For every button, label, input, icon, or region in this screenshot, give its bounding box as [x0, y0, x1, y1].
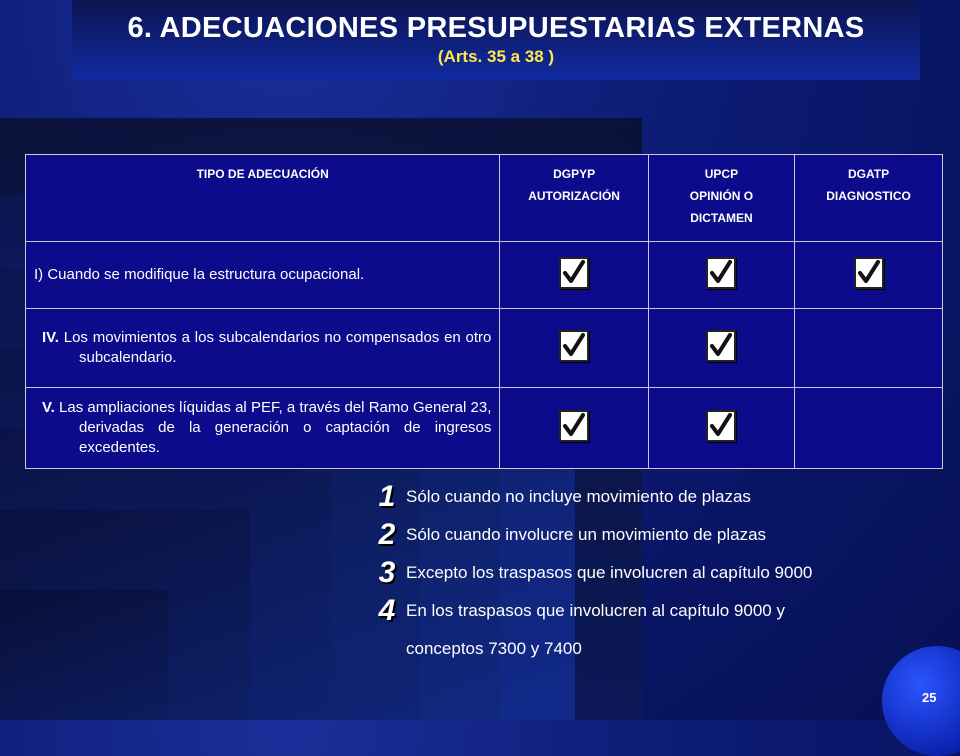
- footnote-text: En los traspasos que involucren al capítulo 9000 y: [406, 601, 785, 620]
- footnote-text: Sólo cuando no incluye movimiento de plazas: [406, 487, 751, 506]
- page-title: 6. ADECUACIONES PRESUPUESTARIAS EXTERNAS: [127, 12, 865, 44]
- table-row: [26, 242, 943, 309]
- header-line: UPCP: [704, 167, 739, 181]
- background-block: [0, 590, 168, 720]
- row-number: IV.: [42, 329, 59, 346]
- checkbox-checked-icon: [706, 330, 736, 362]
- header-line: DICTAMEN: [690, 211, 753, 225]
- checkbox-checked-icon: [559, 257, 589, 289]
- footnote-number: 2: [378, 518, 396, 551]
- page-subtitle: (Arts. 35 a 38 ): [437, 47, 555, 66]
- cell-upcp: [648, 309, 794, 388]
- cell-dgatp: [795, 388, 943, 469]
- header-tipo: TIPO DE ADECUACIÓN: [26, 155, 500, 242]
- footnote-continuation: conceptos 7300 y 7400: [406, 639, 582, 658]
- cell-dgatp: [795, 309, 943, 388]
- page-badge: [882, 646, 960, 756]
- cell-dgpyp: [500, 309, 648, 388]
- header-dgatp: [795, 155, 943, 242]
- row-body: [34, 398, 491, 458]
- page-number: 25: [922, 690, 937, 705]
- footnote-number: 1: [378, 480, 396, 513]
- footnote-item: [372, 516, 812, 554]
- footnote-text: Excepto los traspasos que involucren al capítulo 9000: [406, 563, 813, 582]
- header-dgpyp: [500, 155, 648, 242]
- row-description: [26, 242, 500, 309]
- title-banner: [72, 0, 920, 80]
- row-description: [26, 309, 500, 388]
- row-description: [26, 388, 500, 469]
- table-header-row: [26, 155, 943, 242]
- footnote-number: 3: [378, 556, 396, 589]
- cell-dgpyp: [500, 242, 648, 309]
- checkbox-checked-icon: [559, 330, 589, 362]
- cell-upcp: [648, 388, 794, 469]
- footnote-item: [372, 554, 812, 592]
- header-line: DGATP: [847, 167, 890, 181]
- header-line: DGPYP: [553, 167, 596, 181]
- row-text: Cuando se modifique la estructura ocupacional.: [47, 266, 365, 283]
- checkbox-checked-icon: [559, 410, 589, 442]
- table-row: [26, 309, 943, 388]
- table-row: [26, 388, 943, 469]
- header-upcp: [648, 155, 794, 242]
- header-line: AUTORIZACIÓN: [528, 189, 620, 203]
- cell-dgatp: [795, 242, 943, 309]
- checkbox-checked-icon: [706, 257, 736, 289]
- footnote-item: [372, 592, 812, 630]
- footnotes: [372, 478, 812, 668]
- row-number: V.: [42, 399, 55, 416]
- header-line: DIAGNOSTICO: [826, 189, 911, 203]
- cell-upcp: [648, 242, 794, 309]
- row-body: [34, 328, 491, 368]
- checkbox-checked-icon: [706, 410, 736, 442]
- footnote-text: Sólo cuando involucre un movimiento de plazas: [406, 525, 767, 544]
- checkbox-checked-icon: [854, 257, 884, 289]
- cell-dgpyp: [500, 388, 648, 469]
- row-text: Los movimientos a los subcalendarios no compensados en otro subcalendario.: [63, 329, 492, 366]
- row-text: Las ampliaciones líquidas al PEF, a través del Ramo General 23, derivadas de la generación o captación de ingresos excedentes.: [59, 399, 492, 456]
- footnote-item: [372, 478, 812, 516]
- header-line: OPINIÓN O: [689, 189, 754, 203]
- footnote-number: 4: [378, 594, 396, 627]
- adecuaciones-table: [25, 154, 943, 469]
- row-number: I): [34, 266, 44, 283]
